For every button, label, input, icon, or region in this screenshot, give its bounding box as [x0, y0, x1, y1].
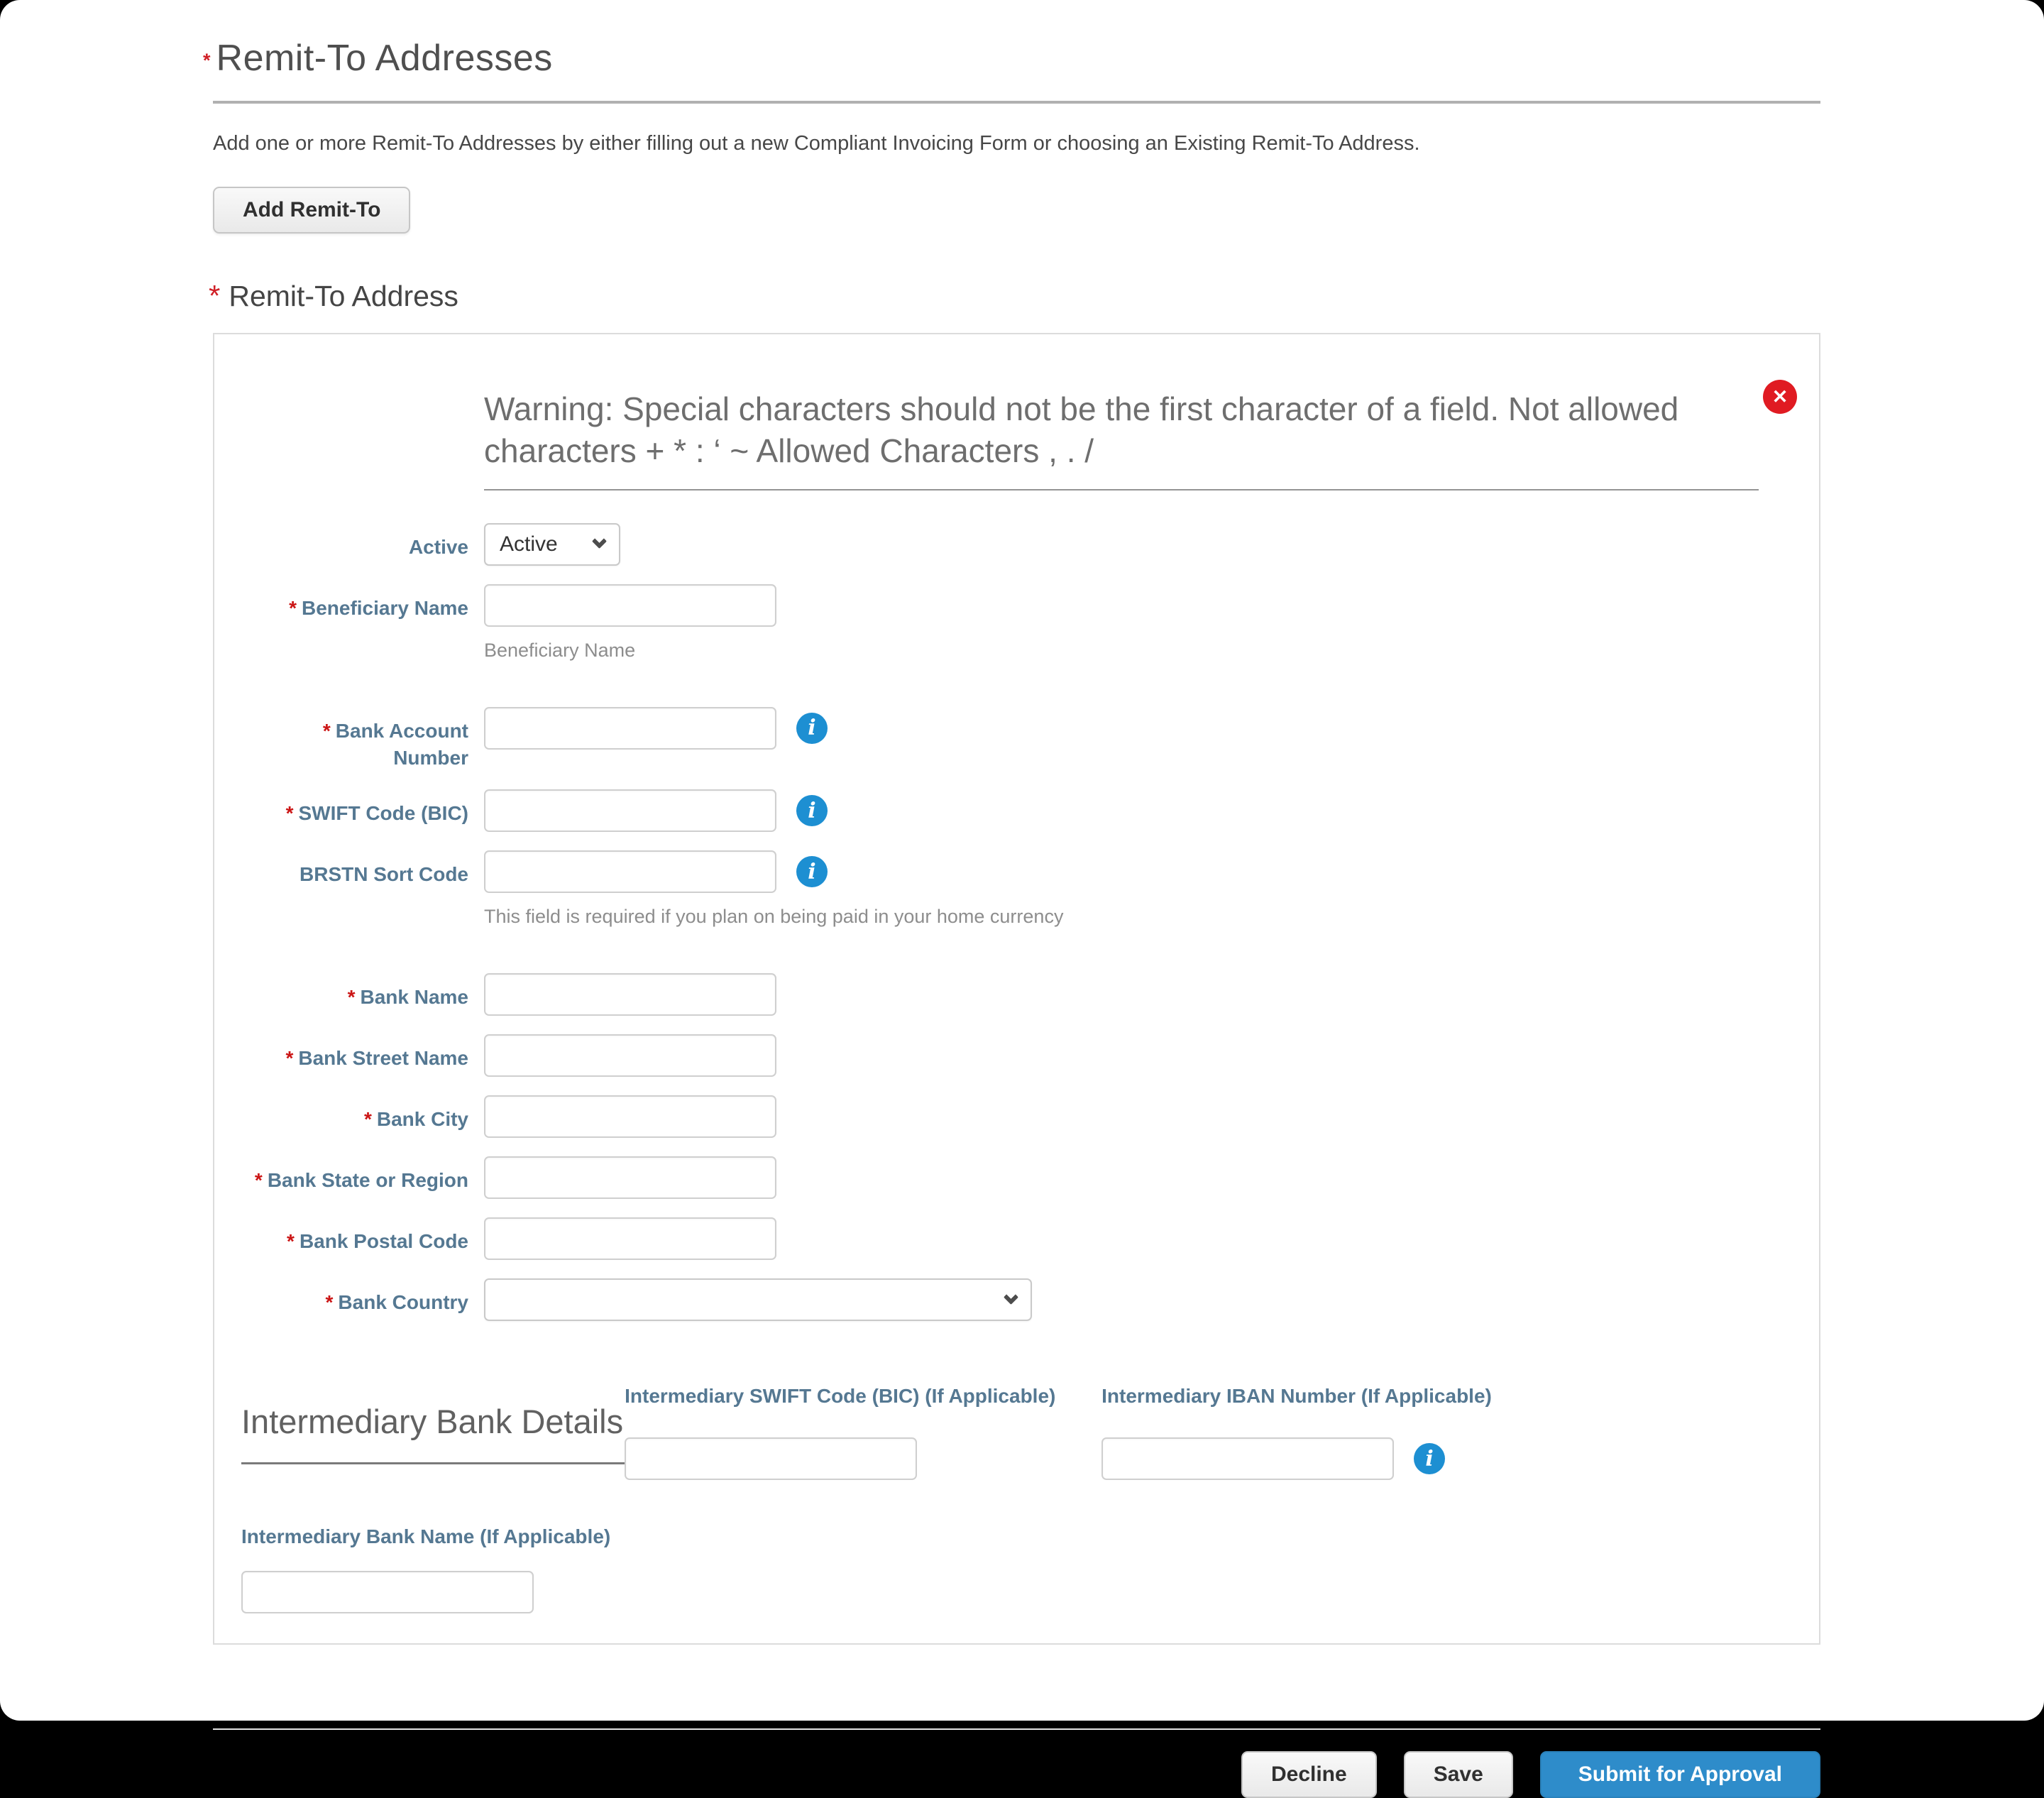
remit-to-address-header — [209, 279, 1820, 313]
field-label-text: Bank Street Name — [298, 1047, 468, 1070]
field-label-text: Bank City — [376, 1108, 468, 1131]
intermediary-iban-input[interactable] — [1101, 1437, 1394, 1480]
intermediary-swift-column — [625, 1385, 1101, 1480]
bank-country-select[interactable] — [484, 1278, 1032, 1321]
page-title: Remit-To Addresses — [216, 38, 553, 79]
remit-to-address-title: Remit-To Address — [229, 279, 458, 312]
info-icon[interactable]: i — [796, 795, 828, 826]
intermediary-iban-column — [1101, 1385, 1492, 1480]
form-row-bank-city — [248, 1095, 1805, 1138]
field-label-text: Active — [408, 535, 468, 558]
required-marker: * — [254, 1169, 263, 1192]
intermediary-bank-name-label: Intermediary Bank Name (If Applicable) — [241, 1525, 611, 1548]
field-label-text: Bank Postal Code — [299, 1230, 468, 1253]
intermediary-iban-label: Intermediary IBAN Number (If Applicable) — [1101, 1385, 1492, 1408]
info-icon[interactable]: i — [796, 713, 828, 744]
form-row-bank-name — [248, 973, 1805, 1016]
header-divider — [213, 101, 1820, 104]
add-remit-to-button[interactable]: Add Remit-To — [213, 187, 410, 234]
form-row-bank-state — [248, 1156, 1805, 1199]
warning-message: Warning: Special characters should not be the first character of a field. Not allowed characters + * : ‘ ~ Allowed Characters , . / — [484, 388, 1759, 490]
active-select[interactable] — [484, 523, 620, 566]
intermediary-bank-name-field — [241, 1525, 1805, 1613]
field-label-text: Bank Account Number — [335, 719, 468, 769]
brstn-sort-code-input[interactable] — [484, 850, 776, 893]
intermediary-section — [241, 1385, 1805, 1480]
required-marker: * — [347, 986, 356, 1009]
field-label — [248, 1278, 468, 1316]
bank-account-number-input[interactable] — [484, 707, 776, 750]
form-row-beneficiary-name — [248, 584, 1805, 662]
field-label-text: Bank Name — [360, 986, 468, 1009]
form-row-brstn-sort-code — [248, 850, 1805, 928]
save-button[interactable]: Save — [1404, 1751, 1513, 1798]
field-label — [248, 1034, 468, 1072]
chevron-down-icon — [592, 534, 607, 549]
required-marker: * — [325, 1291, 334, 1314]
swift-code-input[interactable] — [484, 789, 776, 832]
field-label-text: SWIFT Code (BIC) — [298, 802, 468, 825]
submit-for-approval-button[interactable]: Submit for Approval — [1540, 1751, 1820, 1798]
field-label — [248, 850, 468, 888]
field-helper-text: Beneficiary Name — [484, 639, 636, 661]
form-row-bank-postal-code — [248, 1217, 1805, 1260]
required-marker: * — [203, 49, 211, 71]
field-label — [248, 1156, 468, 1194]
active-select-value: Active — [500, 532, 558, 556]
field-label — [248, 1095, 468, 1133]
field-label — [248, 584, 468, 622]
form-rows — [234, 523, 1805, 1322]
field-label-text: Bank Country — [338, 1291, 468, 1314]
field-label — [248, 789, 468, 827]
bank-street-name-input[interactable] — [484, 1034, 776, 1077]
warning-banner — [234, 334, 1805, 490]
required-marker: * — [289, 596, 297, 619]
intermediary-swift-label: Intermediary SWIFT Code (BIC) (If Applicable) — [625, 1385, 1056, 1408]
chevron-down-icon — [1004, 1290, 1018, 1305]
field-label — [248, 523, 468, 561]
footer-divider — [213, 1728, 1820, 1730]
bank-postal-code-input[interactable] — [484, 1217, 776, 1260]
intermediary-swift-input[interactable] — [625, 1437, 917, 1480]
field-label-text: BRSTN Sort Code — [300, 863, 468, 886]
required-marker: * — [287, 1230, 295, 1253]
required-marker: * — [285, 1047, 294, 1070]
intermediary-section-title: Intermediary Bank Details — [241, 1385, 625, 1464]
decline-button[interactable]: Decline — [1241, 1751, 1377, 1798]
field-label-text: Beneficiary Name — [301, 596, 468, 619]
form-row-bank-country — [248, 1278, 1805, 1321]
bank-state-input[interactable] — [484, 1156, 776, 1199]
page-header — [203, 37, 1820, 80]
field-helper-text: This field is required if you plan on being paid in your home currency — [484, 906, 1064, 928]
field-label — [248, 973, 468, 1011]
required-marker: * — [322, 719, 331, 742]
required-marker: * — [209, 279, 221, 312]
bank-city-input[interactable] — [484, 1095, 776, 1138]
form-row-bank-street-name — [248, 1034, 1805, 1077]
required-marker: * — [363, 1108, 372, 1131]
field-label — [248, 707, 468, 772]
required-marker: * — [285, 802, 294, 825]
bank-name-input[interactable] — [484, 973, 776, 1016]
intermediary-bank-name-input[interactable] — [241, 1571, 534, 1613]
remit-to-address-panel — [213, 333, 1820, 1645]
field-label-text: Bank State or Region — [267, 1169, 468, 1192]
close-icon[interactable] — [1763, 380, 1797, 414]
info-icon[interactable]: i — [1414, 1443, 1445, 1474]
footer-actions — [213, 1751, 1820, 1798]
form-row-active — [248, 523, 1805, 566]
info-icon[interactable]: i — [796, 856, 828, 887]
form-row-swift-code — [248, 789, 1805, 832]
form-row-bank-account-number — [248, 707, 1805, 772]
beneficiary-name-input[interactable] — [484, 584, 776, 627]
close-glyph: ✕ — [1771, 385, 1788, 407]
field-label — [248, 1217, 468, 1255]
section-description: Add one or more Remit-To Addresses by either filling out a new Compliant Invoicing Form or choosing an Existing Remit-To Address. — [213, 132, 1420, 155]
